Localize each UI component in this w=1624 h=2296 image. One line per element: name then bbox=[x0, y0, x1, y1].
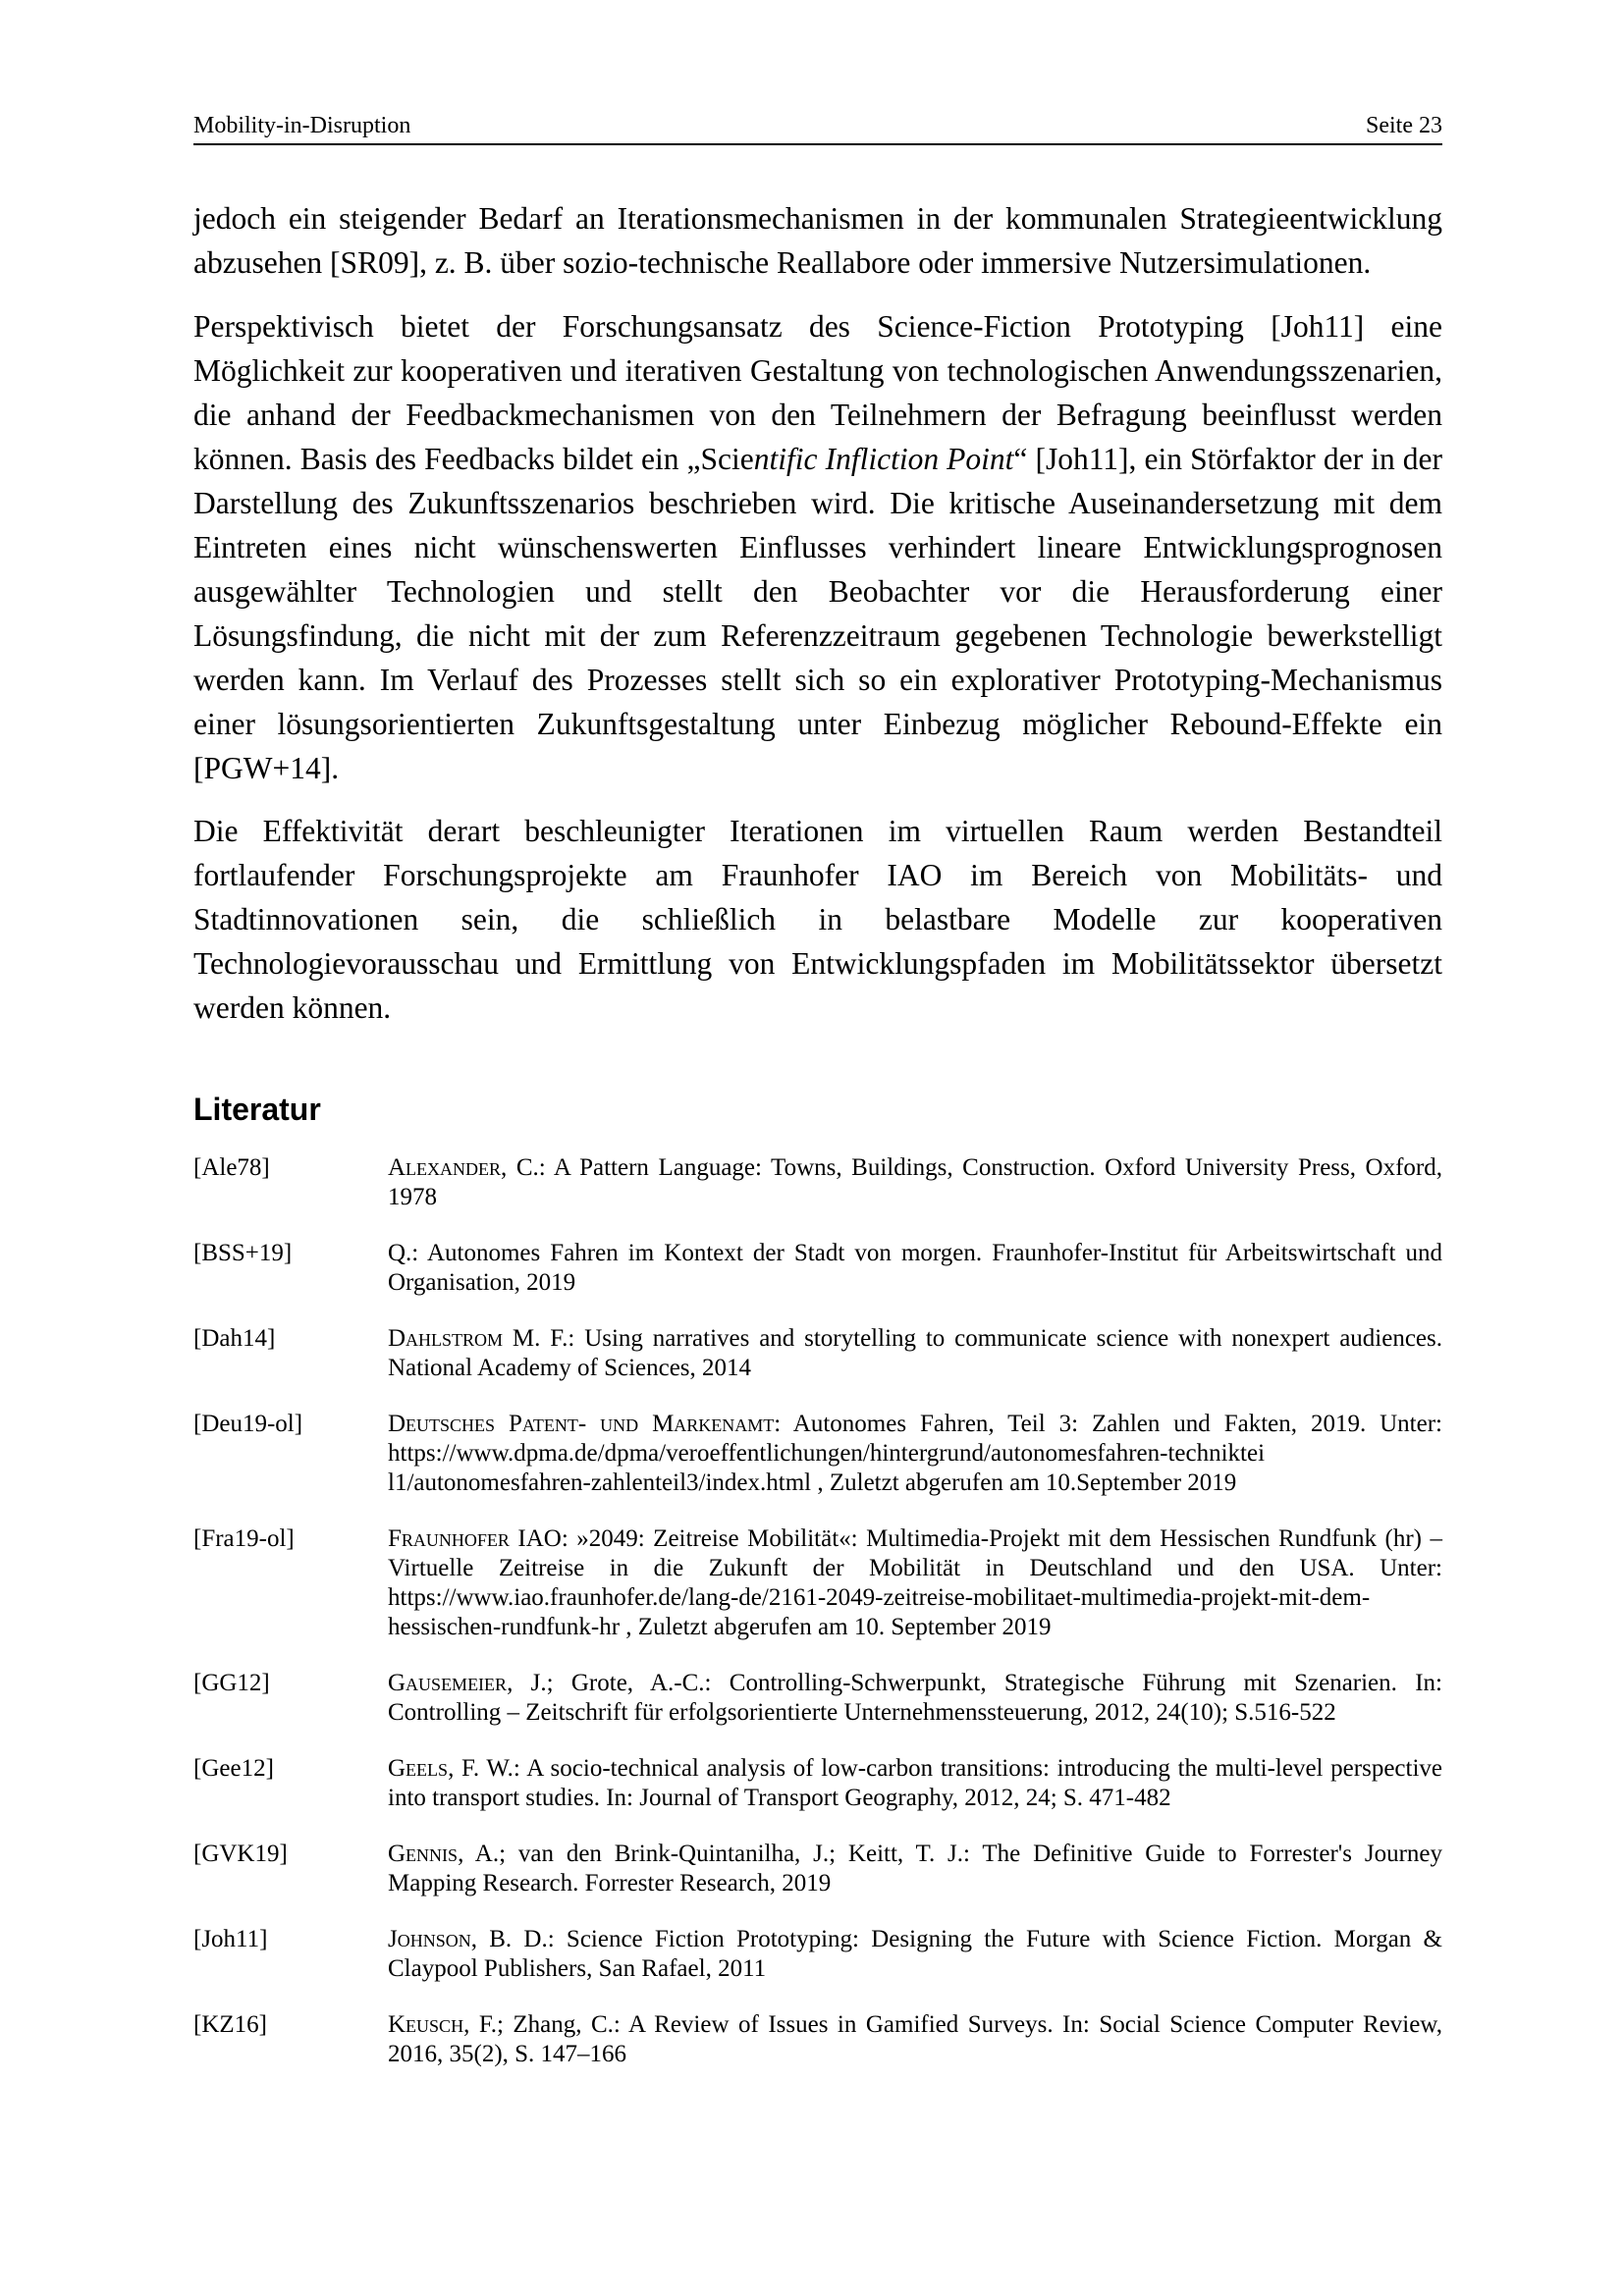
reference-key: [Gee12] bbox=[193, 1755, 274, 1782]
reference-details: , F. W.: A socio-technical analysis of low-carbon transitions: introducing the multi-level perspective into transport studies. In: Journal of Transport Geography, 2012, 24; S. 471-482 bbox=[388, 1755, 1442, 1811]
page-number: Seite 23 bbox=[1366, 113, 1442, 138]
reference-details: Q.: Autonomes Fahren im Kontext der Stadt von morgen. Fraunhofer-Institut für Arbeitswirtschaft und Organisation, 2019 bbox=[388, 1240, 1442, 1296]
reference-entry bbox=[193, 1669, 1442, 1728]
reference-entry bbox=[193, 2010, 1442, 2069]
reference-entry bbox=[193, 1840, 1442, 1898]
reference-author: Gennis bbox=[388, 1841, 459, 1867]
reference-details: , A.; van den Brink-Quintanilha, J.; Keitt, T. J.: The Definitive Guide to Forrester's Journey Mapping Research. Forrester Research, 2019 bbox=[388, 1841, 1442, 1896]
reference-key: [Ale78] bbox=[193, 1154, 270, 1181]
reference-entry bbox=[193, 1524, 1442, 1642]
paragraph-2-emphasis: ntific Infliction Point bbox=[753, 442, 1014, 476]
paragraph-3: Die Effektivität derart beschleunigter Iterationen im virtuellen Raum werden Bestandteil fortlaufender Forschungsprojekte am Fraunhofer IAO im Bereich von Mobilitäts- und Stadtinnovationen sein, die schließlich in belastbare Modelle zur kooperativen Technologievorausschau und Ermittlung von Entwicklungspfaden im Mobilitätssektor übersetzt werden können. bbox=[193, 814, 1442, 1025]
reference-author: Keusch bbox=[388, 2011, 464, 2038]
reference-text bbox=[388, 1324, 1442, 1383]
reference-entry bbox=[193, 1754, 1442, 1813]
reference-details: M. F.: Using narratives and storytelling to communicate science with nonexpert audiences. National Academy of Sciences, 2014 bbox=[388, 1325, 1442, 1381]
reference-details: , B. D.: Science Fiction Prototyping: Designing the Future with Science Fiction. Morgan & Claypool Publishers, San Rafael, 2011 bbox=[388, 1926, 1442, 1982]
reference-text bbox=[388, 1153, 1442, 1212]
paragraph-1: jedoch ein steigender Bedarf an Iterationsmechanismen in der kommunalen Strategieentwicklung abzusehen [SR09], z. B. über sozio-technische Reallabore oder immersive Nutzersimulationen. bbox=[193, 201, 1442, 280]
reference-key: [Dah14] bbox=[193, 1325, 276, 1352]
reference-author: Deutsches Patent- und Markenamt bbox=[388, 1411, 775, 1437]
body-text bbox=[193, 196, 1442, 1048]
paragraph-2 bbox=[193, 304, 1442, 790]
reference-entry bbox=[193, 1324, 1442, 1383]
reference-key: [Fra19-ol] bbox=[193, 1525, 295, 1552]
reference-key: [KZ16] bbox=[193, 2011, 267, 2038]
reference-author: Alexander bbox=[388, 1154, 502, 1181]
reference-author: Fraunhofer bbox=[388, 1525, 510, 1552]
reference-author: Johnson bbox=[388, 1926, 471, 1952]
reference-author: Dahlstrom bbox=[388, 1325, 504, 1352]
reference-text bbox=[388, 2010, 1442, 2069]
reference-text bbox=[388, 1524, 1442, 1642]
reference-entry bbox=[193, 1153, 1442, 1212]
reference-entry bbox=[193, 1410, 1442, 1498]
reference-details: , C.: A Pattern Language: Towns, Buildings, Construction. Oxford University Press, Oxford, 1978 bbox=[388, 1154, 1442, 1210]
reference-author: Geels bbox=[388, 1755, 449, 1782]
reference-text bbox=[388, 1669, 1442, 1728]
reference-entry bbox=[193, 1925, 1442, 1984]
literature-heading: Literatur bbox=[193, 1092, 321, 1127]
paragraph-2-part-a: Perspektivisch bietet der Forschungsansatz des Science-Fiction Prototyping [Joh11] eine Möglichkeit zur kooperativen und iterativen Gestaltung von technologischen Anwendungsszenarien, die anhand der Feedbackmechanismen von den Teilnehmern der Befragung beeinflusst werden können. Basis des Feedbacks bildet ein „Scie bbox=[193, 309, 1442, 476]
reference-list bbox=[193, 1153, 1442, 2096]
reference-text bbox=[388, 1410, 1442, 1498]
paragraph-2-part-b: “ [Joh11], ein Störfaktor der in der Darstellung des Zukunftsszenarios beschrieben wird. Die kritische Auseinandersetzung mit dem Eintreten eines nicht wünschenswerten Einflusses verhindert lineare Entwicklungsprognosen ausgewählter Technologien und stellt den Beobachter vor die Herausforderung einer Lösungsfindung, die nicht mit der zum Referenzzeitraum gegebenen Technologie bewerkstelligt werden kann. Im Verlauf des Prozesses stellt sich so ein explorativer Prototyping-Mechanismus einer lösungsorientierten Zukunftsgestaltung unter Einbezug möglicher Rebound-Effekte ein [PGW+14]. bbox=[193, 442, 1442, 785]
reference-key: [GVK19] bbox=[193, 1841, 288, 1867]
reference-key: [Joh11] bbox=[193, 1926, 268, 1952]
reference-details: : Autonomes Fahren, Teil 3: Zahlen und Fakten, 2019. Unter: https://www.dpma.de/dpma/veroeffentlichungen/hintergrund/autonomesfahren-techniktei l1/autonomesfahren-zahlenteil3/index.html , Zuletzt abgerufen am 10.September 2019 bbox=[388, 1411, 1442, 1496]
reference-key: [BSS+19] bbox=[193, 1240, 293, 1266]
reference-text bbox=[388, 1754, 1442, 1813]
reference-details: , F.; Zhang, C.: A Review of Issues in Gamified Surveys. In: Social Science Computer Review, 2016, 35(2), S. 147–166 bbox=[388, 2011, 1442, 2067]
reference-author: Gausemeier bbox=[388, 1670, 508, 1696]
reference-text bbox=[388, 1925, 1442, 1984]
reference-text bbox=[388, 1239, 1442, 1298]
reference-details: IAO: »2049: Zeitreise Mobilität«: Multimedia-Projekt mit dem Hessischen Rundfunk (hr) – Virtuelle Zeitreise in die Zukunft der Mobilität in Deutschland und den USA. Unter: https://www.iao.fraunhofer.de/lang-de/2161-2049-zeitreise-mobilitaet-multimedia-projekt-mit-dem-hessischen-rundfunk-hr , Zuletzt abgerufen am 10. September 2019 bbox=[388, 1525, 1442, 1640]
running-header bbox=[193, 106, 1442, 145]
header-title: Mobility-in-Disruption bbox=[193, 113, 411, 138]
reference-entry bbox=[193, 1239, 1442, 1298]
reference-key: [Deu19-ol] bbox=[193, 1411, 303, 1437]
reference-text bbox=[388, 1840, 1442, 1898]
reference-key: [GG12] bbox=[193, 1670, 270, 1696]
reference-details: , J.; Grote, A.-C.: Controlling-Schwerpunkt, Strategische Führung mit Szenarien. In: Controlling – Zeitschrift für erfolgsorientierte Unternehmenssteuerung, 2012, 24(10); S.516-522 bbox=[388, 1670, 1442, 1726]
